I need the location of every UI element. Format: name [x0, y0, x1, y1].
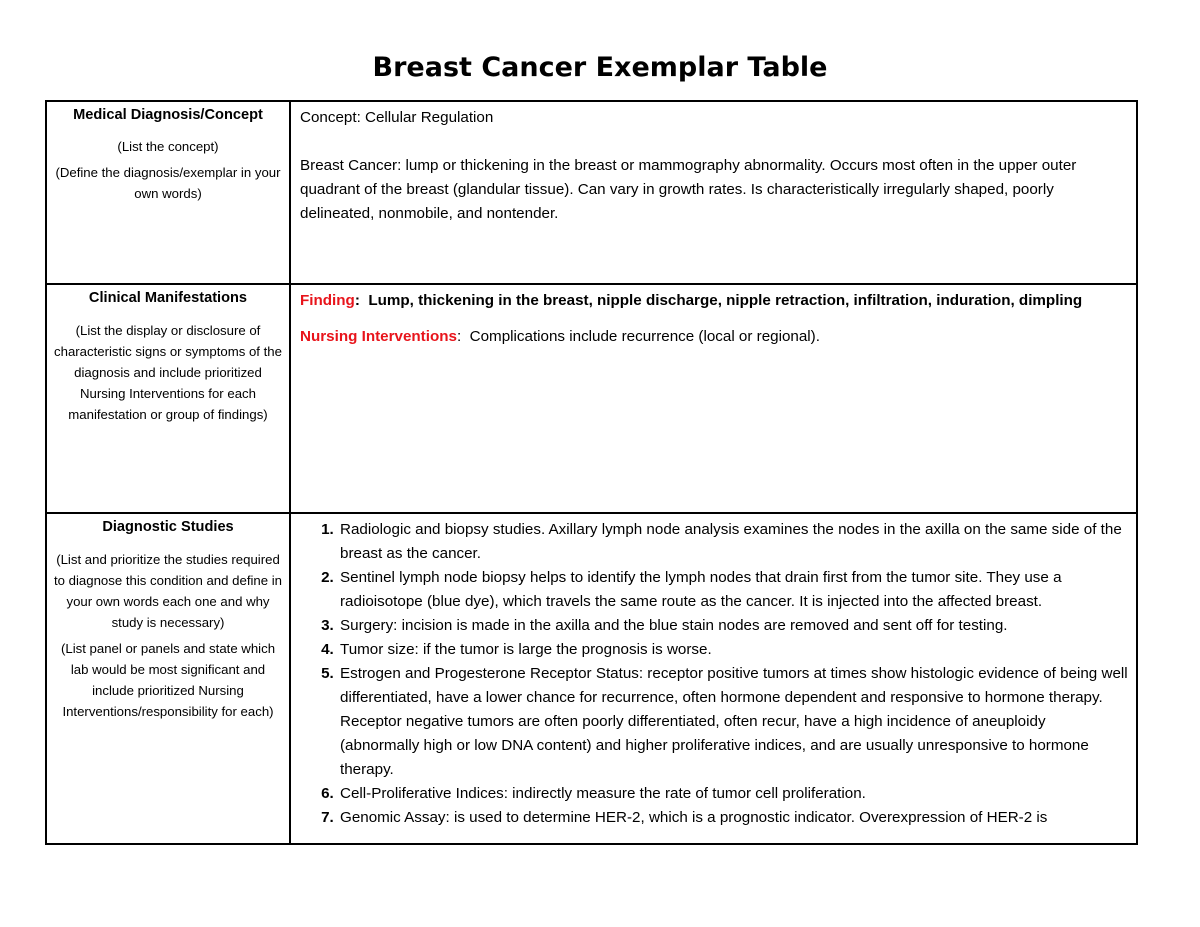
concept-note-define: (Define the diagnosis/exemplar in your own words) — [55, 165, 281, 201]
studies-list — [300, 518, 1128, 830]
concept-definition: Breast Cancer: lump or thickening in the breast or mammography abnormality. Occurs most often in the upper outer quadrant of the breast (glandular tissue). Can vary in growth rates. Is characteristically irregularly shaped, poorly delineated, nonmobile, and nontender. — [300, 157, 1077, 222]
concept-label-cell — [46, 101, 290, 284]
studies-note-panels: (List panel or panels and state which lab would be most significant and include prioritized Nursing Interventions/responsibility for each) — [60, 641, 276, 719]
study-item: 2. Sentinel lymph node biopsy helps to identify the lymph nodes that drain first from the tumor site. They use a radioisotope (blue dye), which travels the same route as the cancer. It is injected into the affected breast. — [338, 566, 1128, 614]
studies-row — [46, 513, 1137, 844]
studies-content-cell — [290, 513, 1137, 844]
finding-text: Lump, thickening in the breast, nipple discharge, nipple retraction, infiltration, induration, dimpling — [368, 292, 1083, 309]
concept-row — [46, 101, 1137, 284]
page-title: Breast Cancer Exemplar Table — [372, 52, 828, 83]
manifestations-note: (List the display or disclosure of characteristic signs or symptoms of the diagnosis and include prioritized Nursing Interventions for each manifestation or group of findings) — [54, 323, 282, 422]
concept-content-cell — [290, 101, 1137, 284]
study-item: 1. Radiologic and biopsy studies. Axillary lymph node analysis examines the nodes in the axilla on the same side of the breast as the cancer. — [338, 518, 1128, 566]
study-item: 5. Estrogen and Progesterone Receptor Status: receptor positive tumors at times show histologic evidence of being well differentiated, have a lower chance for recurrence, often hormone dependent and responsive to hormone therapy. Receptor negative tumors are often poorly differentiated, often recur, have a high incidence of aneuploidy (abnormally high or low DNA content) and higher proliferative indices, and are usually unresponsive to hormone therapy. — [338, 662, 1128, 782]
manifestations-heading: Clinical Manifestations — [88, 290, 248, 306]
study-item: 3. Surgery: incision is made in the axilla and the blue stain nodes are removed and sent off for testing. — [338, 614, 1128, 638]
concept-note-list: (List the concept) — [117, 139, 219, 154]
manifestations-content-cell — [290, 284, 1137, 513]
concept-line: Concept: Cellular Regulation — [300, 109, 494, 126]
concept-heading: Medical Diagnosis/Concept — [73, 107, 263, 123]
studies-label-cell — [46, 513, 290, 844]
interventions-label: Nursing Interventions — [300, 328, 457, 345]
manifestations-label-cell — [46, 284, 290, 513]
studies-heading: Diagnostic Studies — [102, 519, 234, 535]
interventions-line: Nursing Interventions: Complications include recurrence (local or regional). — [300, 328, 820, 345]
exemplar-table — [45, 100, 1138, 845]
study-item: 4. Tumor size: if the tumor is large the prognosis is worse. — [338, 638, 1128, 662]
interventions-text: Complications include recurrence (local or regional). — [469, 328, 820, 345]
study-item: 6. Cell-Proliferative Indices: indirectly measure the rate of tumor cell proliferation. — [338, 782, 1128, 806]
finding-label: Finding — [300, 292, 355, 309]
studies-note-prioritize: (List and prioritize the studies required to diagnose this condition and define in your own words each one and why study is necessary) — [53, 552, 283, 630]
manifestations-row — [46, 284, 1137, 513]
study-item: 7. Genomic Assay: is used to determine HER-2, which is a prognostic indicator. Overexpression of HER-2 is — [338, 806, 1128, 830]
finding-line: Finding: Lump, thickening in the breast, nipple discharge, nipple retraction, infiltration, induration, dimpling — [300, 292, 1083, 309]
